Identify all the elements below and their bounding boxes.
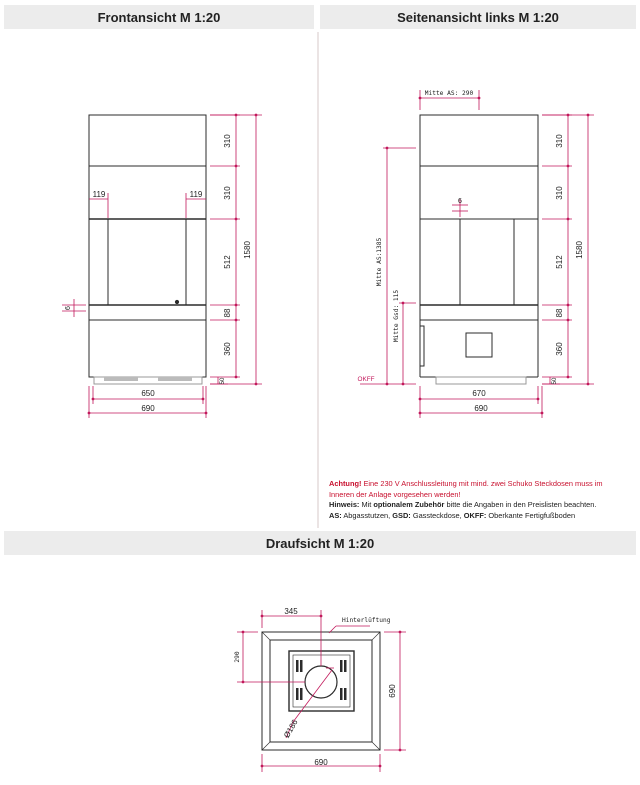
front-dim-6: 6: [65, 306, 72, 310]
front-fire-window: [108, 219, 186, 305]
side-dim-1580: 1580: [575, 241, 584, 259]
side-okff-label: OKFF: [357, 376, 375, 383]
side-mitte-as-1385: Mitte AS:1385: [376, 237, 383, 287]
top-hinterlueftung-label: Hinterlüftung: [342, 617, 391, 624]
warning-label: Achtung!: [329, 479, 362, 488]
front-dim-1580: 1580: [243, 241, 252, 259]
side-mitte-gsd-115: Mitte Gsd: 115: [393, 289, 400, 343]
legend-as-text: Abgasstutzen,: [341, 510, 393, 520]
side-dim-310-a: 310: [555, 134, 564, 148]
front-dim-310-a: 310: [223, 134, 232, 148]
front-dim-360: 360: [223, 342, 232, 356]
top-dimension-ticks: [242, 615, 402, 768]
side-dim-670: 670: [472, 389, 486, 398]
side-dim-310-b: 310: [555, 186, 564, 200]
hint-text-2: bitte die Angaben in den Preislisten beachten.: [444, 500, 597, 510]
hint-bold: optionalem Zubehör: [373, 500, 445, 510]
hint-note: [329, 500, 629, 511]
front-dim-690: 690: [141, 404, 155, 413]
top-dim-345: 345: [284, 607, 298, 616]
side-dim-88: 88: [555, 308, 564, 318]
front-dim-88: 88: [223, 308, 232, 318]
front-dim-310-b: 310: [223, 186, 232, 200]
front-dim-50: 50: [220, 377, 226, 385]
legend-gsd-text: Gassteckdose,: [410, 510, 464, 520]
top-dim-690-side: 690: [388, 684, 397, 698]
front-view-title: Frontansicht M 1:20: [97, 9, 221, 25]
side-mitte-as-290: Mitte AS: 290: [424, 90, 474, 97]
side-gas-box: [466, 333, 492, 357]
side-dim-50: 50: [552, 377, 558, 385]
side-access-panel: [420, 326, 424, 366]
top-diameter-186: Ø186: [282, 718, 300, 740]
front-knob: [175, 300, 178, 303]
side-dimension-labels: [357, 90, 584, 413]
front-outline: [89, 115, 206, 377]
side-top-module: [420, 115, 538, 166]
side-plinth: [436, 377, 526, 384]
legend-as-label: AS:: [329, 510, 342, 520]
top-dim-690-bottom: 690: [314, 758, 328, 767]
hint-text-1: Mit: [359, 500, 374, 510]
front-dim-119-right: 119: [189, 190, 203, 199]
legend-note: [329, 511, 629, 522]
warning-note: [329, 479, 629, 500]
top-dim-290: 290: [234, 651, 241, 663]
top-dimension-labels: [234, 607, 397, 767]
front-dim-512: 512: [223, 255, 232, 269]
notes-block: [329, 479, 629, 521]
legend-okff-text: Oberkante Fertigfußboden: [486, 510, 576, 520]
hint-label: Hinweis:: [329, 500, 360, 510]
side-view-title: Seitenansicht links M 1:20: [397, 9, 559, 25]
side-view: [420, 115, 538, 384]
front-dimension-labels: [65, 134, 252, 413]
side-dim-512: 512: [555, 255, 564, 269]
legend-gsd-label: GSD:: [392, 510, 411, 520]
front-dim-650: 650: [141, 389, 155, 398]
legend-okff-label: OKFF:: [463, 510, 487, 520]
side-dim-690: 690: [474, 404, 488, 413]
side-dim-6: 6: [458, 198, 462, 205]
top-flue-circle: [305, 666, 337, 698]
side-dim-360: 360: [555, 342, 564, 356]
front-dimensions: [62, 115, 262, 418]
front-dim-119-left: 119: [92, 190, 106, 199]
top-view-title: Draufsicht M 1:20: [265, 535, 375, 551]
front-foot-right: [158, 377, 192, 381]
front-foot-left: [104, 377, 138, 381]
warning-text: Eine 230 V Anschlussleitung mit mind. zwei Schuko Steckdosen muss im Inneren der Anlage vorgesehen werden!: [329, 479, 603, 499]
front-view: [89, 115, 206, 384]
side-middle-module: [420, 166, 538, 219]
